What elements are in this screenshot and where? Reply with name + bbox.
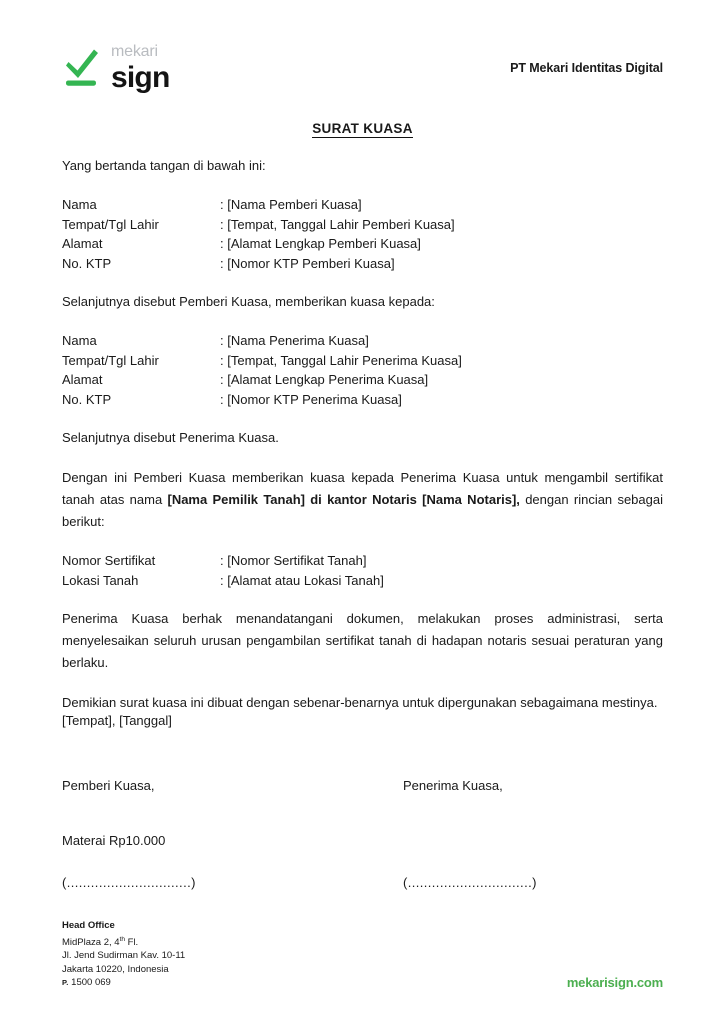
grantor-note-paragraph: Selanjutnya disebut Pemberi Kuasa, memberikan kuasa kepada: bbox=[62, 294, 435, 309]
field-value: : [Alamat Lengkap Pemberi Kuasa] bbox=[220, 236, 421, 251]
field-value: : [Nomor KTP Penerima Kuasa] bbox=[220, 391, 402, 407]
field-label: Alamat bbox=[62, 236, 103, 251]
mekari-sign-logo bbox=[62, 44, 169, 93]
table-row bbox=[62, 234, 455, 254]
grantee-signature-line: (...............................) bbox=[403, 875, 537, 890]
stamp-duty-note: Materai Rp10.000 bbox=[62, 833, 166, 848]
address-line-1 bbox=[62, 933, 663, 950]
address-line-1-post: Fl. bbox=[124, 936, 139, 948]
logo-word-sign: sign bbox=[111, 60, 170, 94]
grantee-signature-label: Penerima Kuasa, bbox=[403, 778, 503, 793]
closing-paragraph: Demikian surat kuasa ini dibuat dengan sebenar-benarnya untuk dipergunakan sebagaimana mestinya. bbox=[62, 695, 658, 710]
company-name: PT Mekari Identitas Digital bbox=[510, 61, 663, 75]
field-label: Lokasi Tanah bbox=[62, 572, 139, 588]
purpose-bold-part: [Nama Pemilik Tanah] di kantor Notaris [Nama Notaris], bbox=[167, 492, 520, 507]
field-value: : [Nomor Sertifikat Tanah] bbox=[220, 553, 367, 568]
field-value: : [Tempat, Tanggal Lahir Penerima Kuasa] bbox=[220, 352, 462, 368]
field-value: : [Nama Pemberi Kuasa] bbox=[220, 197, 362, 212]
document-body bbox=[62, 155, 663, 732]
phone-number: 1500 069 bbox=[71, 977, 111, 989]
place-date-line: [Tempat], [Tanggal] bbox=[62, 713, 172, 728]
field-value: : [Alamat Lengkap Penerima Kuasa] bbox=[220, 372, 429, 387]
grantee-note-paragraph: Selanjutnya disebut Penerima Kuasa. bbox=[62, 430, 279, 445]
stamp-note-row bbox=[62, 833, 663, 853]
rights-paragraph: Penerima Kuasa berhak menandatangani dokumen, melakukan proses administrasi, serta menyelesaikan seluruh urusan pengambilan sertifikat tanah di hadapan notaris sesuai peraturan yang berlaku. bbox=[62, 611, 663, 670]
grantee-fields-table bbox=[62, 331, 462, 409]
grantor-signature-label: Pemberi Kuasa, bbox=[62, 778, 155, 793]
phone-prefix: P. bbox=[62, 978, 69, 988]
field-label: Nama bbox=[62, 197, 97, 212]
field-label: Tempat/Tgl Lahir bbox=[62, 216, 159, 232]
signature-labels-row bbox=[62, 778, 663, 798]
purpose-paragraph bbox=[62, 467, 663, 533]
purpose-part-2: dengan rincian sebagai berikut: bbox=[62, 492, 663, 529]
intro-paragraph: Yang bertanda tangan di bawah ini: bbox=[62, 158, 266, 173]
table-row bbox=[62, 215, 455, 235]
purpose-part-1: Dengan ini Pemberi Kuasa memberikan kuasa kepada Penerima Kuasa untuk mengambil sertifikat tanah atas nama bbox=[62, 470, 663, 507]
field-label: Nomor Sertifikat bbox=[62, 553, 156, 568]
address-line-1-pre: MidPlaza 2, 4 bbox=[62, 936, 120, 948]
table-row bbox=[62, 254, 455, 274]
field-value: : [Tempat, Tanggal Lahir Pemberi Kuasa] bbox=[220, 216, 455, 232]
field-label: No. KTP bbox=[62, 255, 112, 271]
table-row bbox=[62, 351, 462, 371]
table-row bbox=[62, 390, 462, 410]
green-check-logo-icon bbox=[62, 46, 102, 90]
signature-block bbox=[62, 711, 663, 895]
website-link[interactable]: mekarisign.com bbox=[566, 974, 663, 990]
field-value: : [Nomor KTP Pemberi Kuasa] bbox=[220, 255, 395, 271]
page-footer bbox=[62, 919, 663, 990]
table-row bbox=[62, 571, 384, 591]
address-line-1-sup: th bbox=[119, 935, 125, 943]
document-title bbox=[0, 121, 725, 136]
field-label: Nama bbox=[62, 333, 97, 348]
document-title-text: SURAT KUASA bbox=[312, 121, 413, 136]
table-row bbox=[62, 195, 455, 215]
field-value: : [Alamat atau Lokasi Tanah] bbox=[220, 572, 384, 588]
grantor-signature-line: (...............................) bbox=[62, 875, 196, 890]
field-label: Alamat bbox=[62, 372, 103, 387]
land-fields-table bbox=[62, 551, 384, 590]
logo-word-mekari: mekari bbox=[111, 42, 158, 60]
table-row bbox=[62, 331, 462, 351]
grantor-fields-table bbox=[62, 195, 455, 273]
office-title: Head Office bbox=[62, 920, 115, 931]
table-row bbox=[62, 551, 384, 571]
field-value: : [Nama Penerima Kuasa] bbox=[220, 333, 369, 348]
table-row bbox=[62, 370, 462, 390]
page-header bbox=[62, 38, 663, 98]
field-label: No. KTP bbox=[62, 391, 112, 407]
address-line-3: Jakarta 10220, Indonesia bbox=[62, 963, 169, 975]
logo-wordmark bbox=[111, 44, 169, 93]
field-label: Tempat/Tgl Lahir bbox=[62, 352, 159, 368]
signature-dots-row bbox=[62, 875, 663, 895]
address-line-2: Jl. Jend Sudirman Kav. 10-11 bbox=[62, 950, 186, 962]
